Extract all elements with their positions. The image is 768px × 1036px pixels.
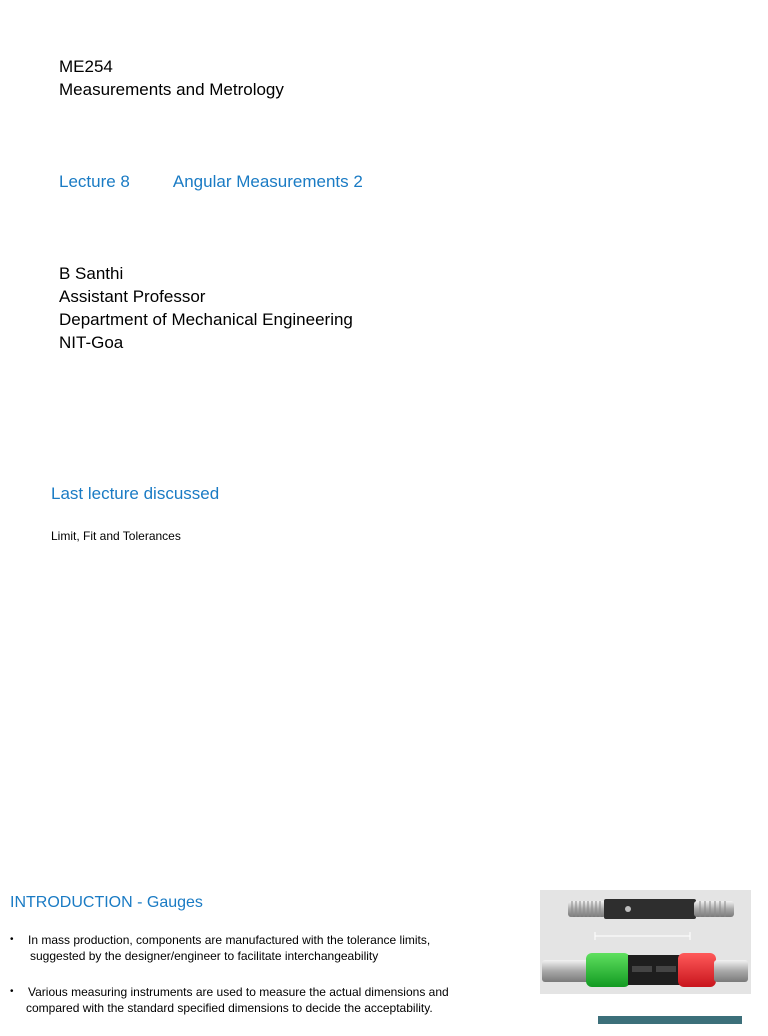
plug-gauge-illustration: [540, 890, 751, 994]
bullet-line: compared with the standard specified dimensions to decide the acceptability.: [26, 1001, 433, 1015]
author-position: Assistant Professor: [59, 287, 206, 306]
introduction-heading: INTRODUCTION - Gauges: [10, 894, 203, 911]
plug-gauge-photo: [540, 890, 751, 994]
author-department: Department of Mechanical Engineering: [59, 310, 353, 329]
last-lecture-topic: Limit, Fit and Tolerances: [51, 529, 181, 543]
author-name: B Santhi: [59, 264, 124, 283]
course-code: ME254: [59, 57, 113, 76]
bullet-item: [10, 932, 520, 964]
lecture-number: Lecture 8: [59, 172, 130, 191]
last-lecture-heading: Last lecture discussed: [51, 484, 220, 503]
bullet-line: In mass production, components are manufactured with the tolerance limits,: [28, 933, 431, 947]
partial-photo: [598, 1016, 742, 1024]
lecture-topic: Angular Measurements 2: [172, 172, 363, 191]
bullet-item: [10, 984, 520, 1016]
author-institute: NIT-Goa: [59, 333, 124, 352]
author-block: [59, 262, 353, 354]
bullet-icon: •: [10, 986, 14, 997]
bullet-icon: •: [10, 934, 14, 945]
bullet-line: Various measuring instruments are used to measure the actual dimensions and: [28, 985, 449, 999]
lecture-line: [59, 170, 363, 193]
bullet-line: suggested by the designer/engineer to facilitate interchangeability: [30, 949, 379, 963]
introduction-bullets: [10, 932, 520, 1036]
course-title: Measurements and Metrology: [59, 80, 284, 99]
course-title-block: [59, 55, 284, 101]
